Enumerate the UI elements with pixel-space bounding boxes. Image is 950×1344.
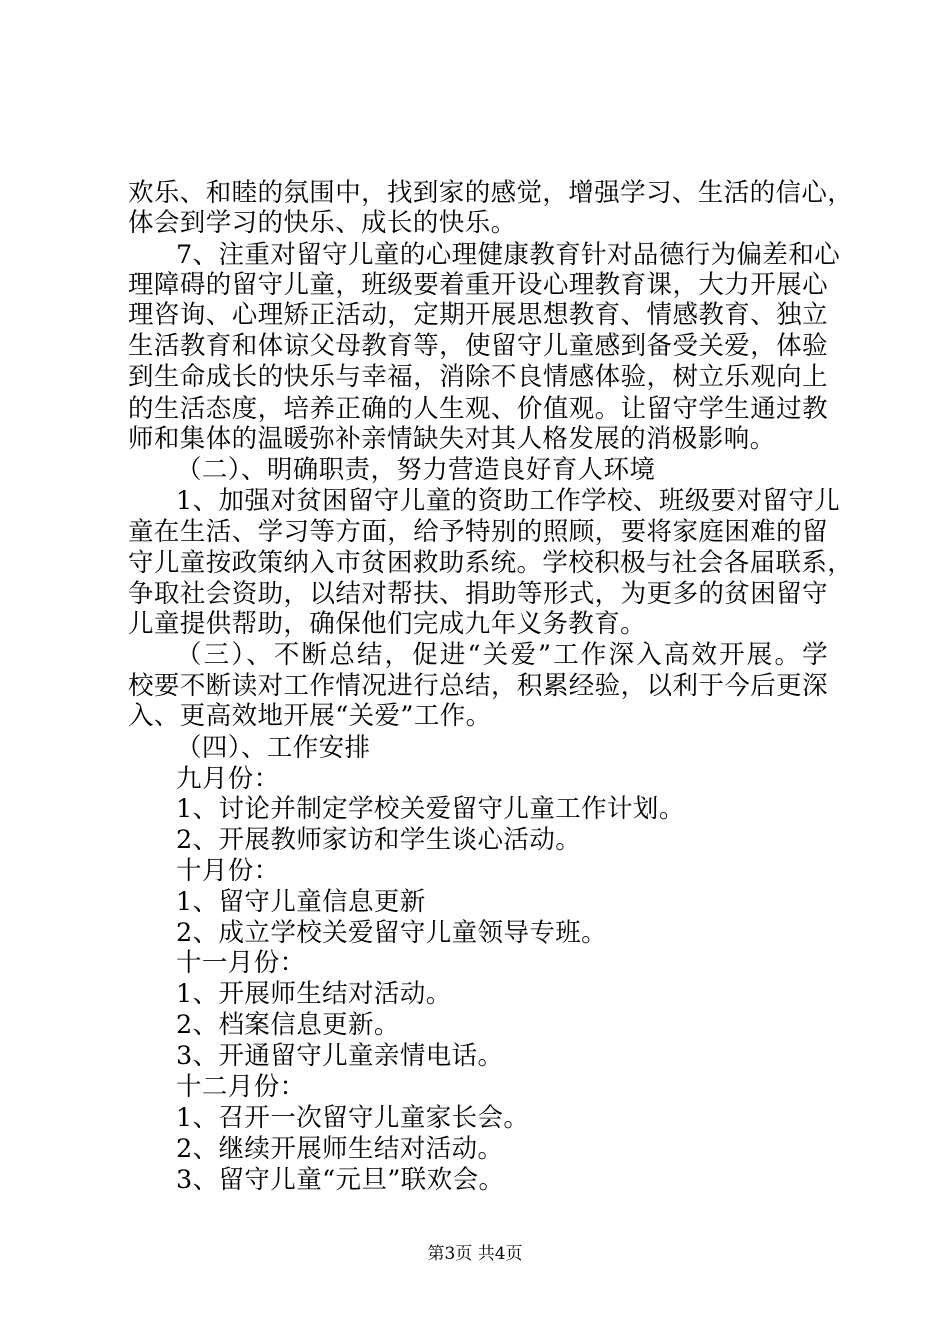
month-heading: 十一月份：: [176, 948, 306, 978]
paragraph-line: 体会到学习的快乐、成长的快乐。: [128, 208, 517, 238]
list-item: 1、讨论并制定学校关爱留守儿童工作计划。: [176, 794, 685, 824]
paragraph-line: 入、更高效地开展“关爱”工作。: [128, 701, 492, 731]
section-heading: （四）、工作安排: [176, 733, 371, 763]
list-item: 2、档案信息更新。: [176, 1010, 400, 1040]
month-heading: 十月份：: [176, 856, 280, 886]
page-number-footer: 第3页 共4页: [427, 1244, 523, 1264]
list-item: 2、成立学校关爱留守儿童领导专班。: [176, 918, 608, 948]
paragraph-line: 校要不断读对工作情况进行总结，积累经验，以利于今后更深: [128, 671, 828, 701]
paragraph-line: 理咨询、心理矫正活动，定期开展思想教育、情感教育、独立: [128, 300, 828, 330]
section-heading: （二）、明确职责，努力营造良好育人环境: [176, 455, 656, 485]
list-item: 1、召开一次留守儿童家长会。: [176, 1103, 530, 1133]
list-item: 2、开展教师家访和学生谈心活动。: [176, 825, 582, 855]
paragraph-line: 儿童提供帮助，确保他们完成九年义务教育。: [128, 609, 647, 639]
list-item: 1、开展师生结对活动。: [176, 979, 452, 1009]
paragraph-line: 的生活态度，培养正确的人生观、价值观。让留守学生通过教: [128, 394, 828, 424]
paragraph-line: 师和集体的温暖弥补亲情缺失对其人格发展的消极影响。: [128, 424, 776, 454]
month-heading: 九月份：: [176, 764, 280, 794]
paragraph-line: 理障碍的留守儿童，班级要着重开设心理教育课，大力开展心: [128, 270, 828, 300]
list-item: 2、继续开展师生结对活动。: [176, 1134, 504, 1164]
paragraph-line: 守儿童按政策纳入市贫困救助系统。学校积极与社会各届联系，: [128, 548, 854, 578]
paragraph-line: 7、注重对留守儿童的心理健康教育针对品德行为偏差和心: [176, 240, 841, 270]
paragraph-line: 到生命成长的快乐与幸福，消除不良情感体验，树立乐观向上: [128, 362, 828, 392]
list-item: 1、留守儿童信息更新: [176, 887, 426, 917]
paragraph-line: （三）、不断总结，促进“关爱”工作深入高效开展。学: [176, 640, 828, 670]
list-item: 3、留守儿童“元旦”联欢会。: [176, 1165, 505, 1195]
paragraph-line: 争取社会资助，以结对帮扶、捐助等形式，为更多的贫困留守: [128, 579, 828, 609]
paragraph-line: 欢乐、和睦的氛围中，找到家的感觉，增强学习、生活的信心，: [128, 178, 854, 208]
list-item: 3、开通留守儿童亲情电话。: [176, 1041, 504, 1071]
paragraph-line: 生活教育和体谅父母教育等，使留守儿童感到备受关爱，体验: [128, 331, 828, 361]
paragraph-line: 童在生活、学习等方面，给予特别的照顾，要将家庭困难的留: [128, 517, 828, 547]
paragraph-line: 1、加强对贫困留守儿童的资助工作学校、班级要对留守儿: [176, 486, 841, 516]
month-heading: 十二月份：: [176, 1072, 306, 1102]
